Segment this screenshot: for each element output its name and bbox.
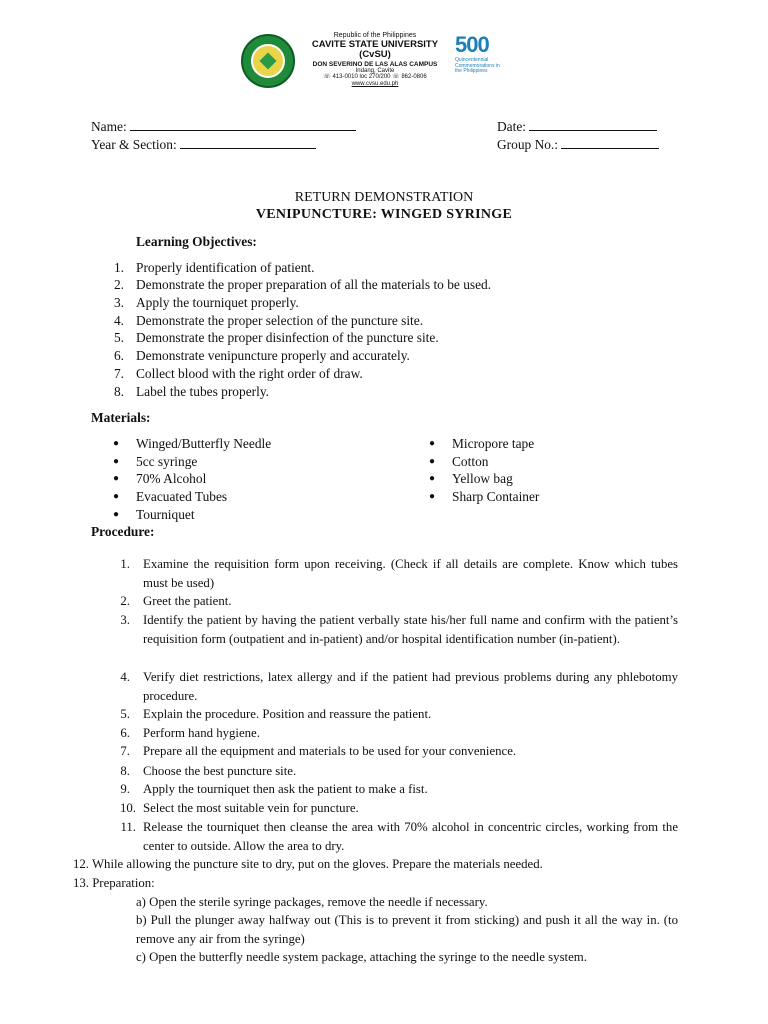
objective-number: 6. bbox=[113, 348, 124, 363]
date-field[interactable] bbox=[497, 119, 657, 135]
bullet-icon: ● bbox=[113, 509, 120, 520]
campus-name: DON SEVERINO DE LAS ALAS CAMPUS bbox=[312, 60, 438, 68]
name-blank[interactable] bbox=[130, 120, 356, 131]
document-subtitle: VENIPUNCTURE: WINGED SYRINGE bbox=[255, 207, 513, 222]
date-blank[interactable] bbox=[529, 120, 657, 131]
university-abbrev: (CvSU) bbox=[359, 49, 391, 61]
step-number: 10. bbox=[120, 801, 136, 815]
procedure-step: Prepare all the equipment and materials to be used for your convenience. bbox=[143, 744, 517, 758]
step-number: 5. bbox=[120, 707, 130, 721]
quincentennial-logo-icon bbox=[455, 32, 505, 92]
step-number: 4. bbox=[120, 670, 130, 684]
preparation-substep: c) Open the butterfly needle system package, attaching the syringe to the needle system. bbox=[136, 950, 587, 964]
step-number: 8. bbox=[120, 764, 130, 778]
name-label: Name: bbox=[91, 119, 127, 134]
material-item: 70% Alcohol bbox=[136, 471, 207, 486]
procedure-heading: Procedure: bbox=[91, 524, 155, 539]
year-section-blank[interactable] bbox=[180, 138, 316, 149]
material-item: Yellow bag bbox=[452, 471, 513, 486]
procedure-step: Explain the procedure. Position and reassure the patient. bbox=[143, 707, 432, 721]
objective-item: Demonstrate the proper preparation of all the materials to be used. bbox=[136, 277, 492, 292]
university-block bbox=[300, 32, 450, 87]
procedure-step: Identify the patient by having the patient verbally state his/her full name and confirm with the patient’s requisition form (outpatient and in-patient) and/or hospital identification number (in-patient). bbox=[143, 613, 678, 646]
step-number: 3. bbox=[120, 613, 130, 627]
preparation-substep: b) Pull the plunger away halfway out (This is to prevent it from sticking) and push it all the way in. (to remove any air from the syringe) bbox=[136, 913, 678, 946]
bullet-icon: ● bbox=[113, 491, 120, 502]
year-section-field[interactable] bbox=[91, 137, 316, 153]
step-number: 2. bbox=[120, 594, 130, 608]
objectives-heading: Learning Objectives: bbox=[136, 234, 257, 249]
step-number: 9. bbox=[120, 782, 130, 796]
objective-number: 7. bbox=[113, 366, 124, 381]
procedure-step: Verify diet restrictions, latex allergy and if the patient had previous problems during any phlebotomy procedure. bbox=[143, 670, 678, 703]
bullet-icon: ● bbox=[113, 473, 120, 484]
step-number: 7. bbox=[120, 744, 130, 758]
university-name: CAVITE STATE UNIVERSITY bbox=[311, 38, 439, 50]
objective-item: Demonstrate the proper selection of the puncture site. bbox=[136, 313, 424, 328]
badge-caption: Quincentennial Commemorations in the Philippines bbox=[455, 57, 500, 74]
objective-number: 8. bbox=[113, 384, 124, 399]
group-label: Group No.: bbox=[497, 137, 558, 152]
objective-number: 5. bbox=[113, 330, 124, 345]
objective-item: Properly identification of patient. bbox=[136, 260, 315, 275]
date-label: Date: bbox=[497, 119, 526, 134]
material-item: 5cc syringe bbox=[136, 454, 198, 469]
group-blank[interactable] bbox=[561, 138, 659, 149]
objective-item: Demonstrate venipuncture properly and accurately. bbox=[136, 348, 410, 363]
step-number: 1. bbox=[120, 557, 130, 571]
objective-number: 3. bbox=[113, 295, 124, 310]
objective-item: Apply the tourniquet properly. bbox=[136, 295, 299, 310]
bullet-icon: ● bbox=[113, 438, 120, 449]
material-item: Evacuated Tubes bbox=[136, 489, 228, 504]
procedure-step-12: 12. While allowing the puncture site to dry, put on the gloves. Prepare the materials needed. bbox=[73, 857, 543, 871]
badge-number: 500 bbox=[455, 32, 489, 57]
website-link[interactable]: www.cvsu.edu.ph bbox=[351, 80, 399, 87]
procedure-step: Select the most suitable vein for puncture. bbox=[143, 801, 359, 815]
university-seal-icon bbox=[241, 34, 295, 88]
year-section-label: Year & Section: bbox=[91, 137, 177, 152]
phone-numbers: ☏ 413-0010 loc 270/200 ☏ 862-0806 bbox=[323, 74, 427, 81]
material-item: Tourniquet bbox=[136, 507, 195, 522]
document-title: RETURN DEMONSTRATION bbox=[294, 190, 474, 205]
bullet-icon: ● bbox=[429, 491, 436, 502]
objective-item: Demonstrate the proper disinfection of the puncture site. bbox=[136, 330, 439, 345]
procedure-step: Release the tourniquet then cleanse the area with 70% alcohol in concentric circles, working from the center to outside. Allow the area to dry. bbox=[143, 820, 678, 853]
material-item: Cotton bbox=[452, 454, 489, 469]
republic-text: Republic of the Philippines bbox=[333, 32, 417, 39]
procedure-step: Choose the best puncture site. bbox=[143, 764, 297, 778]
name-field[interactable] bbox=[91, 119, 356, 135]
procedure-step: Apply the tourniquet then ask the patient to make a fist. bbox=[143, 782, 428, 796]
objective-number: 1. bbox=[113, 260, 124, 275]
objective-item: Collect blood with the right order of draw. bbox=[136, 366, 363, 381]
objective-item: Label the tubes properly. bbox=[136, 384, 269, 399]
bullet-icon: ● bbox=[429, 456, 436, 467]
step-number: 6. bbox=[120, 726, 130, 740]
campus-location: Indang, Cavite bbox=[355, 67, 395, 74]
document-header bbox=[0, 28, 768, 98]
step-number: 11. bbox=[120, 820, 136, 834]
procedure-step: Greet the patient. bbox=[143, 594, 232, 608]
objective-number: 4. bbox=[113, 313, 124, 328]
procedure-step-13: 13. Preparation: bbox=[73, 876, 155, 890]
procedure-step: Examine the requisition form upon receiving. (Check if all details are complete. Know which tubes must be used) bbox=[143, 557, 678, 590]
material-item: Sharp Container bbox=[452, 489, 540, 504]
material-item: Micropore tape bbox=[452, 436, 535, 451]
procedure-step: Perform hand hygiene. bbox=[143, 726, 260, 740]
bullet-icon: ● bbox=[429, 473, 436, 484]
group-field[interactable] bbox=[497, 137, 659, 153]
bullet-icon: ● bbox=[429, 438, 436, 449]
materials-heading: Materials: bbox=[91, 410, 151, 425]
objective-number: 2. bbox=[113, 277, 124, 292]
preparation-substep: a) Open the sterile syringe packages, remove the needle if necessary. bbox=[136, 895, 488, 909]
material-item: Winged/Butterfly Needle bbox=[136, 436, 272, 451]
bullet-icon: ● bbox=[113, 456, 120, 467]
